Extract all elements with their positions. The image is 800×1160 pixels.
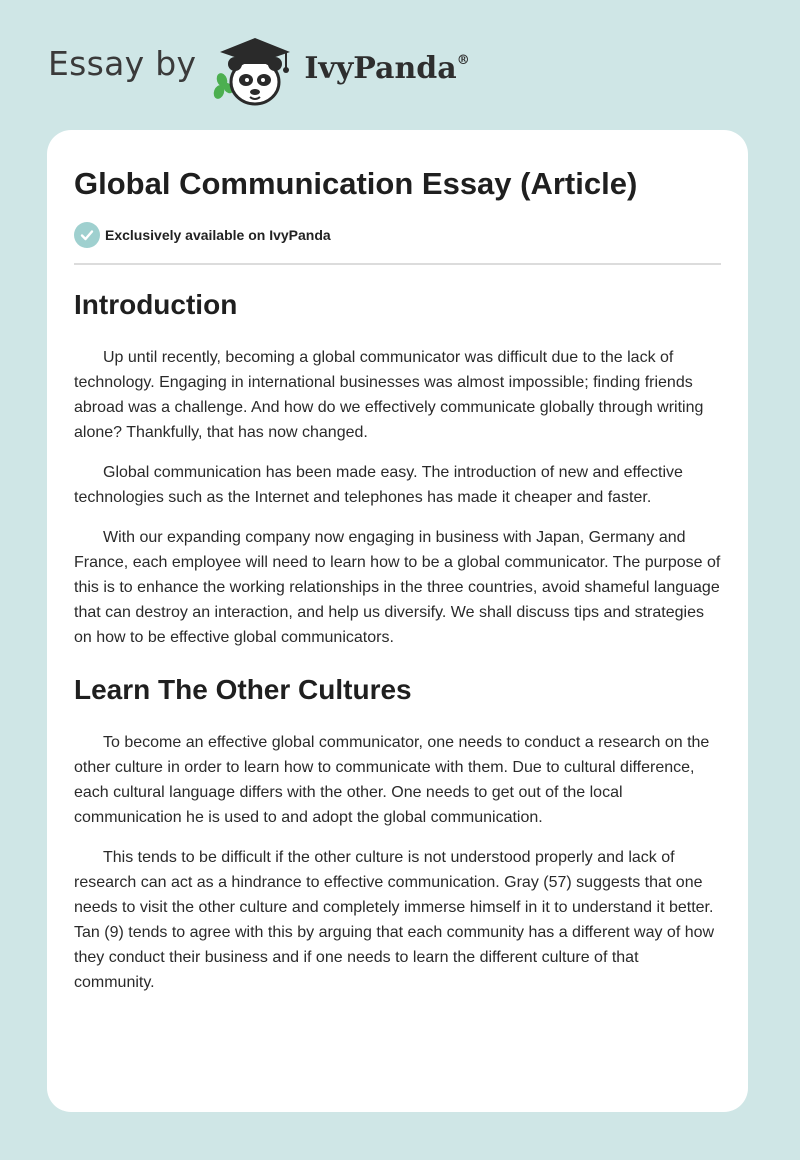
panda-graduate-icon bbox=[210, 30, 300, 110]
trademark-symbol: ® bbox=[456, 52, 470, 68]
section-heading-learn-cultures: Learn The Other Cultures bbox=[74, 674, 412, 705]
exclusive-badge bbox=[74, 222, 721, 248]
check-icon bbox=[74, 222, 100, 248]
page-title: Global Communication Essay (Article) bbox=[74, 166, 638, 201]
exclusive-badge-text: Exclusively available on IvyPanda bbox=[105, 227, 331, 243]
paragraph: To become an effective global communicator, one needs to conduct a research on the other culture in order to learn how to communicate with them. Due to cultural difference, each cultural language differs with the other. One needs to get out of the local communication he is used to and adopt the global communication. bbox=[74, 734, 710, 826]
paragraph: Up until recently, becoming a global communicator was difficult due to the lack of technology. Engaging in international businesses was almost impossible; finding friends abroad was a challenge. And how do we effectively communicate globally through writing alone? Thankfully, that has now changed. bbox=[74, 349, 704, 441]
section-heading-introduction: Introduction bbox=[74, 289, 238, 320]
brand-logo[interactable] bbox=[304, 51, 469, 86]
article-card bbox=[47, 130, 748, 1112]
essay-by-label: Essay by bbox=[48, 43, 197, 83]
paragraph: Global communication has been made easy. The introduction of new and effective technologies such as the Internet and telephones has made it cheaper and faster. bbox=[74, 464, 683, 506]
paragraph: This tends to be difficult if the other culture is not understood properly and lack of research can act as a hindrance to effective communication. Gray (57) suggests that one needs to visit the other culture and completely immerse himself in it to understand it better. Tan (9) tends to agree with this by arguing that each community has a different way of how they conduct their business and if one needs to learn the different culture of that community. bbox=[74, 849, 715, 991]
paragraph: With our expanding company now engaging in business with Japan, Germany and France, each employee will need to learn how to be a global communicator. The purpose of this is to enhance the working relationships in the three countries, avoid shameful language that can destroy an interaction, and help us diversify. We shall discuss tips and strategies on how to be effective global communicators. bbox=[74, 529, 721, 646]
brand-name: IvyPanda bbox=[304, 50, 457, 86]
divider bbox=[74, 263, 721, 265]
site-header bbox=[48, 30, 470, 110]
